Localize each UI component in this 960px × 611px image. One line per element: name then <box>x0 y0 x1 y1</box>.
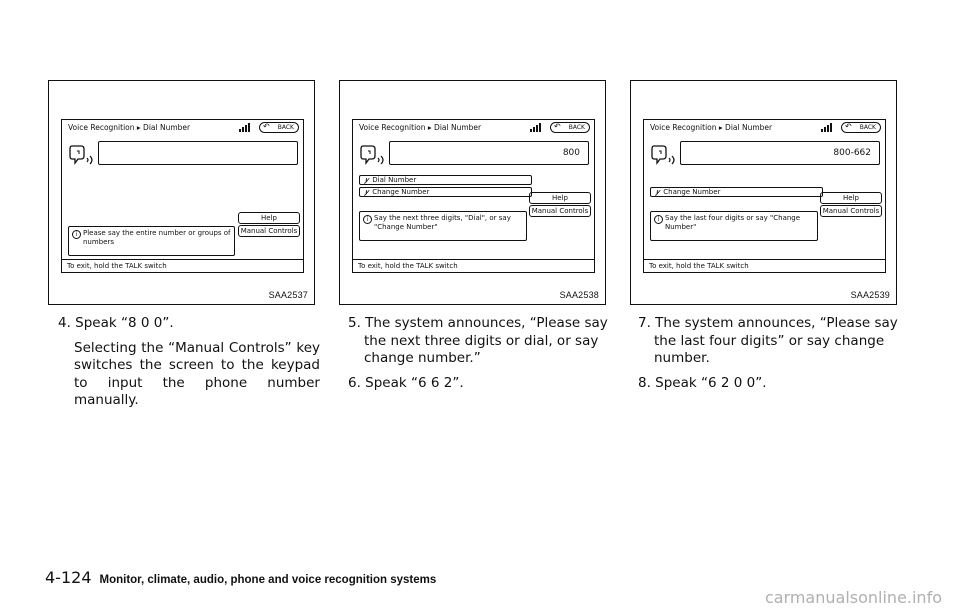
menu-item-dial-number[interactable] <box>359 175 532 185</box>
manual-controls-button[interactable]: Manual Controls <box>529 205 591 217</box>
voice-recognition-icon <box>650 142 678 168</box>
step-8: 8. Speak “6 2 0 0”. <box>638 374 767 391</box>
step-5: 5. The system announces, “Please say the next three digits or dial, or say change number.” <box>348 315 608 366</box>
step-6: 6. Speak “6 6 2”. <box>348 374 464 391</box>
figure-code: SAA2538 <box>559 290 599 300</box>
figure-saa2538 <box>339 80 606 305</box>
help-button[interactable]: Help <box>820 192 882 204</box>
exit-instruction: To exit, hold the TALK switch <box>62 259 303 272</box>
menu-item-label: Change Number <box>372 188 430 196</box>
prompt-text: Say the next three digits, "Dial", or say "Change Number" <box>374 214 511 231</box>
help-button[interactable]: Help <box>238 212 300 224</box>
menu-item-change-number[interactable] <box>359 187 532 197</box>
screen-title: Voice Recognition ▸ Dial Number <box>359 123 482 132</box>
prompt-box <box>650 211 818 241</box>
screen-title: Voice Recognition ▸ Dial Number <box>650 123 773 132</box>
manual-controls-button[interactable]: Manual Controls <box>820 205 882 217</box>
signal-strength-icon <box>239 122 253 132</box>
steps-column-1 <box>58 315 320 410</box>
step-4: 4. Speak “8 0 0”. <box>58 315 174 331</box>
page-number: 4-124 <box>45 568 92 587</box>
prompt-text: Say the last four digits or say "Change Number" <box>665 214 801 231</box>
voice-screen <box>61 119 304 273</box>
back-button[interactable]: ↶ BACK <box>550 122 590 133</box>
menu-item-label: Dial Number <box>372 176 417 184</box>
prompt-text: Please say the entire number or groups of numbers <box>83 229 231 246</box>
figure-code: SAA2539 <box>850 290 890 300</box>
watermark: carmanualsonline.info <box>764 588 942 607</box>
figure-saa2539 <box>630 80 897 305</box>
voice-screen <box>352 119 595 273</box>
prompt-box <box>68 226 235 256</box>
number-display: 800-662 <box>680 141 880 165</box>
step-7: 7. The system announces, “Please say the last four digits” or say change number. <box>638 315 898 366</box>
info-icon: i <box>363 215 372 224</box>
number-display: 800 <box>389 141 589 165</box>
exit-instruction: To exit, hold the TALK switch <box>644 259 885 272</box>
exit-instruction: To exit, hold the TALK switch <box>353 259 594 272</box>
steps-column-2 <box>348 315 610 399</box>
info-icon: i <box>654 215 663 224</box>
info-icon: i <box>72 230 81 239</box>
figure-code: SAA2537 <box>268 290 308 300</box>
help-button[interactable]: Help <box>529 192 591 204</box>
section-title: Monitor, climate, audio, phone and voice recognition systems <box>99 574 437 586</box>
voice-command-icon: 𝑦 <box>365 188 369 196</box>
signal-strength-icon <box>530 122 544 132</box>
prompt-box <box>359 211 527 241</box>
menu-item-change-number[interactable] <box>650 187 823 197</box>
menu-item-label: Change Number <box>663 188 721 196</box>
signal-strength-icon <box>821 122 835 132</box>
figure-saa2537 <box>48 80 315 305</box>
page-footer <box>45 568 436 588</box>
voice-screen <box>643 119 886 273</box>
step-4-detail: Selecting the “Manual Controls” key switches the screen to the keypad to input the phone number manually. <box>74 339 320 408</box>
voice-command-icon: 𝑦 <box>656 188 660 196</box>
back-button[interactable]: ↶ BACK <box>259 122 299 133</box>
number-display <box>98 141 298 165</box>
voice-recognition-icon <box>359 142 387 168</box>
steps-column-3 <box>638 315 900 399</box>
manual-controls-button[interactable]: Manual Controls <box>238 225 300 237</box>
back-button[interactable]: ↶ BACK <box>841 122 881 133</box>
voice-command-icon: 𝑦 <box>365 176 369 184</box>
screen-title: Voice Recognition ▸ Dial Number <box>68 123 191 132</box>
voice-recognition-icon <box>68 142 96 168</box>
